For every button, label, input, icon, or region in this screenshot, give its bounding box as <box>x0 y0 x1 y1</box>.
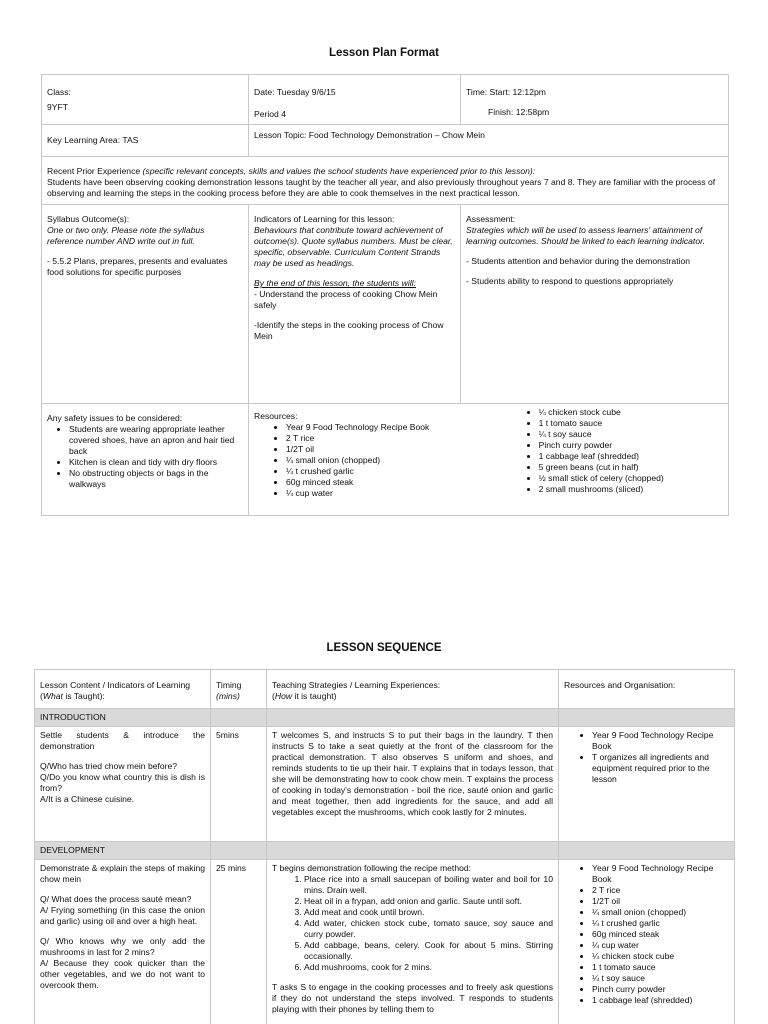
time-finish: Finish: 12:58pm <box>488 107 550 117</box>
list-item: • T organizes all ingredients and equipment required prior to the lesson <box>592 752 729 785</box>
list-item: • 1 t tomato sauce <box>539 418 723 429</box>
safety-cell <box>42 404 249 516</box>
header-content <box>35 670 211 709</box>
list-item: • 60g minced steak <box>286 477 479 488</box>
list-item: • 1/2T oil <box>592 896 729 907</box>
date-cell <box>249 75 461 125</box>
indicators-instructions: Behaviours that contribute toward achievement of outcome(s). Quote syllabus numbers. Must be clear, specific, observable. Curriculum Content Strands may be used as headings. <box>254 225 453 268</box>
kla-text: Key Learning Area: TAS <box>47 135 139 145</box>
lesson-sequence-table <box>34 669 735 1024</box>
intro-resources-cell <box>559 727 735 842</box>
period-text: Period 4 <box>254 109 287 119</box>
list-item: • Year 9 Food Technology Recipe Book <box>592 730 729 752</box>
header-text: Resources and Organisation: <box>564 680 676 690</box>
indicator-item: -Identify the steps in the cooking process of Chow Mein <box>254 320 444 341</box>
indicators-cell <box>249 205 461 404</box>
prior-text: Students have been observing cooking demonstration lessons taught by the teacher all year, and also previously throughout years 7 and 8. They are familiar with the process of observing and learning the steps in the cooking process before they are able to cook themselves in the next practical lesson. <box>47 177 716 198</box>
header-text-italic: (mins) <box>216 691 240 701</box>
intro-content: Settle students & introduce the demonstration <box>40 730 205 751</box>
list-item: • 60g minced steak <box>592 929 729 940</box>
time-start: Time: Start: 12:12pm <box>466 87 546 97</box>
section-development <box>35 842 211 860</box>
header-resources <box>559 670 735 709</box>
syllabus-cell <box>42 205 249 404</box>
list-item: • 1 cabbage leaf (shredded) <box>592 995 729 1006</box>
dev-timing-cell <box>211 860 267 1024</box>
dev-content-cell <box>35 860 211 1024</box>
assessment-label: Assessment: <box>466 214 516 224</box>
section-introduction <box>35 709 211 727</box>
prior-instructions: (specific relevant concepts, skills and values the school students have experienced prior to this lesson): <box>142 166 536 176</box>
list-item: 1. Place rice into a small saucepan of boiling water and boil for 10 mins. Drain well. <box>304 874 553 896</box>
list-item: • ¼ t crushed garlic <box>592 918 729 929</box>
indicators-label: Indicators of Learning for this lesson: <box>254 214 395 224</box>
dev-question: Q/ Who knows why we only add the mushrooms in last for 2 mins? A/ Because they cook quicker than the other vegetables, and we do not want to overcook them. <box>40 936 205 990</box>
list-item: • ¼ chicken stock cube <box>592 951 729 962</box>
intro-resources-list <box>564 730 729 785</box>
dev-strategy-cell <box>267 860 559 1024</box>
intro-strategy-cell <box>267 727 559 842</box>
header-text-italic: How <box>274 691 293 701</box>
list-item: • 2 T rice <box>286 433 479 444</box>
assessment-item: - Students attention and behavior during the demonstration <box>466 256 691 266</box>
list-item: • 1 t tomato sauce <box>592 962 729 973</box>
class-label: Class: <box>47 87 71 97</box>
list-item: • Pinch curry powder <box>539 440 723 451</box>
intro-content-cell <box>35 727 211 842</box>
list-item: • ½ small stick of celery (chopped) <box>539 473 723 484</box>
syllabus-instructions: One or two only. Please note the syllabus reference number AND write out in full. <box>47 225 205 246</box>
intro-questions: Q/Who has tried chow mein before? Q/Do you know what country this is dish is from? A/It is a Chinese cuisine. <box>40 761 205 804</box>
list-item: • ¼ chicken stock cube <box>539 407 723 418</box>
resources-cell <box>249 404 729 516</box>
topic-text: Lesson Topic: Food Technology Demonstration – Chow Mein <box>254 130 485 140</box>
list-item: • Students are wearing appropriate leather covered shoes, have an apron and hair tied back <box>69 424 243 457</box>
list-item: • Kitchen is clean and tidy with dry floors <box>69 457 243 468</box>
resources-label: Resources: <box>254 411 298 421</box>
list-item: • 1/2T oil <box>286 444 479 455</box>
lesson-sequence-title: LESSON SEQUENCE <box>326 642 442 654</box>
list-item: • Pinch curry powder <box>592 984 729 995</box>
list-item: • ¼ cup water <box>592 940 729 951</box>
kla-cell <box>42 125 249 157</box>
dev-resources-cell <box>559 860 735 1024</box>
assessment-instructions: Strategies which will be used to assess learners' attainment of learning outcomes. Should be linked to each learning indicator. <box>466 225 706 246</box>
class-value: 9YFT <box>47 102 69 112</box>
list-item: 5. Add cabbage, beans, celery. Cook for about 5 mins. Stirring occasionally. <box>304 940 553 962</box>
dev-after: T asks S to engage in the cooking processes and to freely ask questions if they do not understand the steps involved. T responds to students playing with their phones by telling them to <box>272 982 553 1014</box>
assessment-cell <box>461 205 729 404</box>
dev-resources-list <box>564 863 729 1006</box>
indicators-heading: By the end of this lesson, the students will: <box>254 278 416 288</box>
header-text: Teaching Strategies / Learning Experiences: <box>272 680 441 690</box>
list-item: • ¼ t crushed garlic <box>286 466 479 477</box>
syllabus-label: Syllabus Outcome(s): <box>47 214 130 224</box>
header-text: is Taught): <box>62 691 105 701</box>
lesson-plan-table <box>41 74 729 516</box>
list-item: • Year 9 Food Technology Recipe Book <box>286 422 479 433</box>
intro-strategy: T welcomes S, and instructs S to put their bags in the laundry. T then instructs S to take a seat quietly at the front of the classroom for the practical demonstration. T also observes S uniform and shoes, and reminds students to tie up their hair. T explains that in todays lesson, that she will be demonstrating how to cook chow mein. T explains the process of cooking in today's demonstration - boil the rice, sauté onion and garlic and meat together, then add ingredients for the sauce, and add all vegetables except the mushrooms, which cook lastly for 2 minutes. <box>272 730 553 817</box>
date-text: Date: Tuesday 9/6/15 <box>254 87 336 97</box>
syllabus-outcome: - 5.5.2 Plans, prepares, presents and evaluates food solutions for specific purposes <box>47 256 228 277</box>
dev-content: Demonstrate & explain the steps of making chow mein <box>40 863 205 884</box>
section-label: INTRODUCTION <box>40 712 106 722</box>
time-cell <box>461 75 729 125</box>
intro-timing: 5mins <box>216 730 239 740</box>
lesson-plan-title: Lesson Plan Format <box>329 47 439 59</box>
list-item: • Year 9 Food Technology Recipe Book <box>592 863 729 885</box>
list-item: • 5 green beans (cut in half) <box>539 462 723 473</box>
list-item: • ¼ t soy sauce <box>592 973 729 984</box>
safety-label: Any safety issues to be considered: <box>47 413 183 423</box>
list-item: • ¼ small onion (chopped) <box>592 907 729 918</box>
resources-list-b <box>489 407 723 495</box>
resources-list-a <box>254 422 479 499</box>
list-item: • ¼ cup water <box>286 488 479 499</box>
intro-timing-cell <box>211 727 267 842</box>
list-item: • ¼ t soy sauce <box>539 429 723 440</box>
header-strategies <box>267 670 559 709</box>
header-text-italic: What <box>42 691 63 701</box>
safety-list <box>47 424 243 490</box>
header-text: it is taught) <box>292 691 337 701</box>
header-text: Lesson Content / Indicators of Learning ( <box>40 680 191 701</box>
header-text: Timing <box>216 680 242 690</box>
topic-cell <box>249 125 729 157</box>
prior-label: Recent Prior Experience <box>47 166 143 176</box>
dev-intro: T begins demonstration following the recipe method: <box>272 863 472 873</box>
header-timing <box>211 670 267 709</box>
list-item: 4. Add water, chicken stock cube, tomato sauce, soy sauce and curry powder. <box>304 918 553 940</box>
list-item: 6. Add mushrooms, cook for 2 mins. <box>304 962 553 973</box>
assessment-item: - Students ability to respond to questions appropriately <box>466 276 674 286</box>
header-text: ( <box>272 691 275 701</box>
list-item: • 1 cabbage leaf (shredded) <box>539 451 723 462</box>
list-item: 3. Add meat and cook until brown. <box>304 907 553 918</box>
list-item: • No obstructing objects or bags in the walkways <box>69 468 243 490</box>
dev-timing: 25 mins <box>216 863 247 873</box>
dev-question: Q/ What does the process sauté mean? A/ Frying something (in this case the onion and garlic) using oil and over a high heat. <box>40 894 205 926</box>
list-item: • ¼ small onion (chopped) <box>286 455 479 466</box>
list-item: 2. Heat oil in a frypan, add onion and garlic. Saute until soft. <box>304 896 553 907</box>
list-item: • 2 small mushrooms (sliced) <box>539 484 723 495</box>
dev-steps-list <box>272 874 553 973</box>
list-item: • 2 T rice <box>592 885 729 896</box>
class-cell <box>42 75 249 125</box>
section-label: DEVELOPMENT <box>40 845 105 855</box>
prior-experience-cell <box>42 157 729 205</box>
indicator-item: - Understand the process of cooking Chow Mein safely <box>254 289 438 310</box>
